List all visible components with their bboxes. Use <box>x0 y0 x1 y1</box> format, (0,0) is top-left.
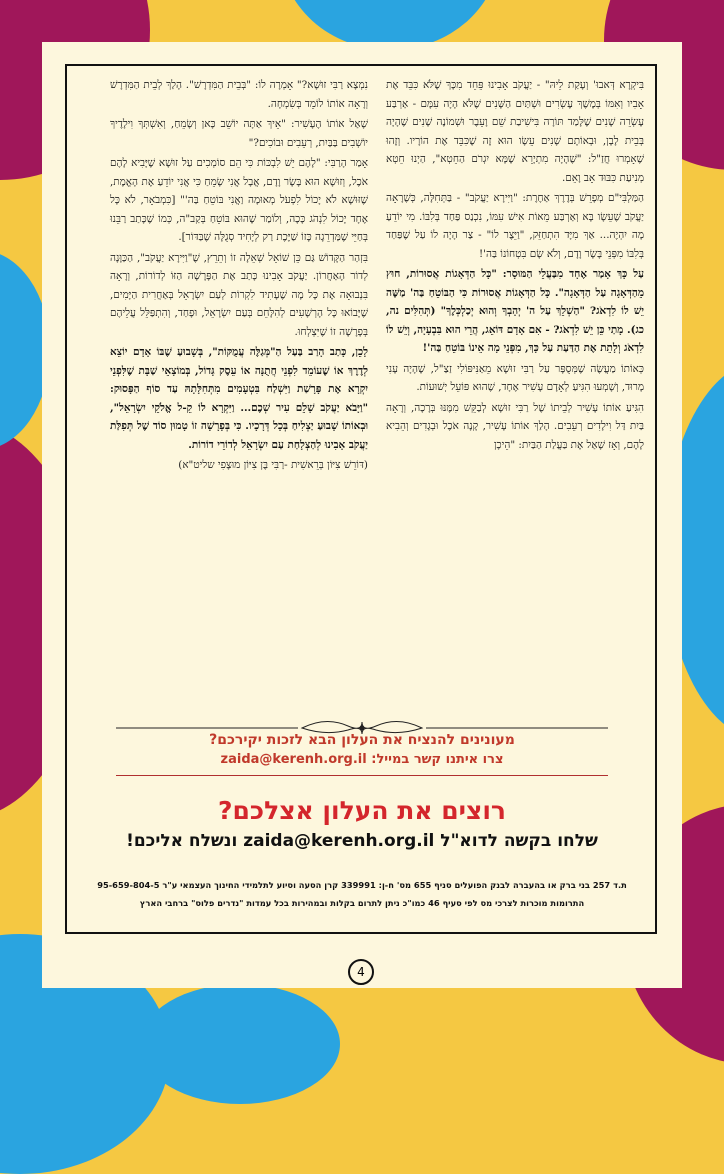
paragraph: בִּזְהַר הַקָּדוֹשׁ גַּם כֵּן שׁוֹאֵל שְׁאֵלָה זוֹ וְתֵרֵץ, שֶׁ"וַיִּירָא יַעֲקֹב", הַכַּוָּנָה לְדוֹר הָאַחֲרוֹן. יַעֲקֹב אָבִינוּ כָּתַב אֶת הַפָּרָשָׁה הַזּוֹ לְדוֹרוֹת, וְרָאָה בִּנְבוּאָה אֶת כָּל מָה שֶׁעָתִיד לִקְרוֹת לְעַם יִשְׂרָאֵל בְּאַחֲרִית הַיָּמִים, שֶׁיָּבוֹאוּ כָּל הָרְשָׁעִים לְהִלָּחֵם בְּעַם יִשְׂרָאֵל, וּפָחַד, וְהִתְפַּלֵּל עֲלֵיהֶם בְּפָרָשָׁה זוֹ שֶׁיִּצְלְחוּ. <box>110 251 368 338</box>
paragraph-bold: לָכֵן, כָּתַב הָרַב בַּעַל הַ"מְּגַלֶּה עֲמֻקּוֹת", בְּשָׁבוּעַ שֶׁבּוֹ אָדָם יוֹצֵא לְדֶרֶךְ אוֹ שֶׁעוֹמֵד לִפְנֵי חֲתֻנָּה אוֹ עֵסֶק גָּדוֹל, בְּמוֹצָאֵי שַׁבָּת שֶׁלִּפְנֵי יִקְרָא אֶת פָּרָשַׁת וַיִּשְׁלַח בִּטְעָמִים מִתְּחִלָּתָהּ עַד סוֹף הַפָּסוּק: "וַיָּבֹא יַעֲקֹב שָׁלֵם עִיר שְׁכֶם... וַיִּקְרָא לוֹ קֵ-ל אֱלֹקֵי יִשְׂרָאֵל", וּבְאוֹתוֹ שָׁבוּעַ יַצְלִיחַ בְּכָל דְּרָכָיו. כִּי בְּפָרָשָׁה זוֹ טָמוּן סוֹד שֶׁל תְּפִלַּת יַעֲקֹב אָבִינוּ לְהַצְלָחַת עַם יִשְׂרָאֵל לְדוֹרֵי דוֹרוֹת. <box>110 346 368 451</box>
cta-subline: שלחו בקשה לדוא"ל zaida@kerenh.org.il ונשלח אליכם! <box>126 831 598 851</box>
promo-line: מעונינים להנציח את העלון הבא לזכות יקירכם? <box>209 732 515 748</box>
promo-contact-line: צרו איתנו קשר במייל: zaida@kerenh.org.il <box>220 752 504 767</box>
paragraph: שָׁאַל אוֹתוֹ הֶעָשִׁיר: "אֵיךְ אַתָּה יוֹשֵׁב כָּאן וְשָׂמֵחַ, וְאִשְׁתְּךָ וִילָדֶיךָ יוֹשְׁבִים בַּבַּיִת, רְעֵבִים וּבוֹכִים?" <box>110 118 368 149</box>
cta-headline: רוצים את העלון אצלכם? <box>218 796 506 825</box>
donation-info-line: ת.ד 257 בני ברק או בהעברה לבנק הפועלים סניף 655 מס' ח-ן: 339991 קרן הסעה וסיוע לתלמידי החינוך העצמאי ע"ר 95-659-804-5 <box>97 880 627 890</box>
paragraph: כְּאוֹתוֹ מַעֲשֶׂה שֶׁמְּסֻפָּר עַל רַבִּי זוּשָׁא מֵאַנִּיפּוֹלִי זַצַ"ל, שֶׁהָיָה עָנִי מָרוּד, וְשָׁמְעוּ הִגִּיעַ לְאָדָם עָשִׁיר אֶחָד, שֶׁהוּא פּוֹעֵל יְשׁוּעוֹת. <box>386 362 644 393</box>
paragraph: אָמַר הָרַבִּי: "לָהֶם יֵשׁ לִבְכּוֹת כִּי הֵם סוֹמְכִים עַל זוּשָׁא שֶׁיָּבִיא לָהֶם אֹכֶל, וְזוּשָׁא הוּא בָּשָׂר וָדָם, אֲבָל אֲנִי שָׂמֵחַ כִּי אֲנִי יוֹדֵעַ אֶת הָאֱמֶת, שֶׁזּוּשָׁא לֹא יָכוֹל לִפְעֹל מְאוּמָה וַאֲנִי בּוֹטֵחַ בַּה'" [כִּמְבֹאָר, לֹא כָּל אֶחָד יָכוֹל לִנְהֹג כָּכָה, וְלוֹמַר שֶׁהוּא בּוֹטֵחַ בְּקַב"ה, כְּמוֹ שֶׁכָּתַב רַבֵּנוּ בְּחַיֵּי שֶׁמַּדְרֵגָה כָּזוֹ שַׁיֶּכֶת רַק לְיָחִיד סְגֻלָּה שֶׁבַּדּוֹר]. <box>110 157 368 243</box>
article-column-left <box>110 76 368 477</box>
paragraph-bold: עַל כָּךְ אָמַר אֶחָד מִבַּעֲלֵי הַמּוּסָר: "כָּל הַדְּאָגוֹת אֲסוּרוֹת, חוּץ מֵהַדְּאָגָה עַל הַדְּאָגָה". כָּל הַדְּאָגוֹת אֲסוּרוֹת כִּי הַבּוֹטֵחַ בַּה' מַשֶּׁה יֵשׁ לוֹ לִדְאֹג? "הַשְׁלֵךְ עַל ה' יְהָבְךָ וְהוּא יְכַלְכְּלֶךָ" (תְּהִלִּים נה, כג). מָתַי כֵּן יֵשׁ לִדְאֹג? - אִם אָדָם דּוֹאֵג, הֲרֵי הוּא בִּבְעָיָה, וְיֵשׁ לוֹ לִדְאֹג וְלָתֵת אֶת הַדַּעַת עַל כָּךְ, מִפְּנֵי מָה אֵינוֹ בּוֹטֵחַ בַּה'! <box>386 268 644 354</box>
source-citation: (דּוֹרֵשׁ צִיּוֹן בְּרֵאשִׁית -רַבִּי בֶּן צִיּוֹן מוּצָפִי שליט"א) <box>178 459 368 471</box>
tax-info-line: התרומות מוכרות לצרכי מס לפי סעיף 46 כמו"כ ניתן לתרום בקלות ובמהירות בכל עמדות "נדרים פלוס" ברחבי הארץ <box>139 898 585 908</box>
decorative-blob <box>140 984 340 1104</box>
paragraph: הַמַּלְבִּי"ם מְפָרֵשׁ בְּדֶרֶךְ אַחֶרֶת: "וַיִּירָא יַעֲקֹב" - בַּתְּחִלָּה, כְּשֶׁרָאָה יַעֲקֹב שֶׁעֵשָׂו בָּא וְאַרְבַּע מֵאוֹת אִישׁ עִמּוֹ, נִכְנַס פַּחַד בְּלִבּוֹ. מִי יוֹדֵעַ מָה יִהְיֶה... אַךְ מִיָּד הִתְחַזֵּק, "וַיֵּצֶר לוֹ" - צַר הָיָה לוֹ עַל שֶׁפַּחַד בְּלִבּוֹ מִפְּנֵי בָּשָׂר וָדָם, וְלֹא שָׂם בִּטְחוֹנוֹ בַּה'! <box>386 192 644 260</box>
paragraph: נִמְצָא רַבִּי זוּשָׁא?" אָמְרָה לוֹ: "בְּבֵית הַמִּדְרָשׁ". הָלַךְ לְבֵית הַמִּדְרָשׁ וְרָאָה אוֹתוֹ לוֹמֵד בְּשִׂמְחָה. <box>110 79 368 110</box>
paragraph: בִּיקְרָא דְּאבוּ' וְעָקַת לֵיהּ" - יַעֲקֹב אָבִינוּ פֵּחֵד מִכָּךְ שֶׁלֹּא כִּבֵּד אֶת אָבִיו וְאִמּוֹ בְּמֶשֶׁךְ עֶשְׂרִים וּשְׁתַּיִם הַשָּׁנִים שֶׁלֹּא הָיָה עִמָּם - אַרְבַּע עֶשְׂרֵה שָׁנִים שֶׁלָּמַד תּוֹרָה בִּישִׁיבַת שֵׁם וָעֵבֶר וּשְׁמוֹנֶה שָׁנִים שֶׁהָיָה בְּבֵית לָבָן, וּבְאוֹתָם שָׁנִים עֵשָׂו הוּא זֶה שֶׁכִּבֵּד אֶת הוֹרָיו. וְזֶהוּ שֶׁאָמְרוּ חֲזַ"ל: "שֶׁהָיָה מִתְיָרֵא שֶׁמָּא יִגְרֹם הַחֵטְא", הַיְנוּ חֵטְא מְנִיעַת כִּבּוּד אָב וָאֵם. <box>386 79 644 184</box>
article-column-right <box>386 76 644 456</box>
divider-line <box>116 775 608 776</box>
dedication-promo <box>116 730 608 770</box>
page-number: 4 <box>348 959 374 985</box>
paragraph: הִגִּיעַ אוֹתוֹ עָשִׁיר לְבֵיתוֹ שֶׁל רַבִּי זוּשָׁא לְבַקֵּשׁ מִמֶּנּוּ בְּרָכָה, וְרָאָה בַּיִת דַּל וִילָדִים רְעֵבִים. הָלַךְ אוֹתוֹ עָשִׁיר, קָנָה אֹכֶל וּבְגָדִים וְהֵבִיא לָהֶם, וְאָז שָׁאַל אֶת בַּעֲלַת הַבַּיִת: "הֵיכָן <box>386 401 644 451</box>
